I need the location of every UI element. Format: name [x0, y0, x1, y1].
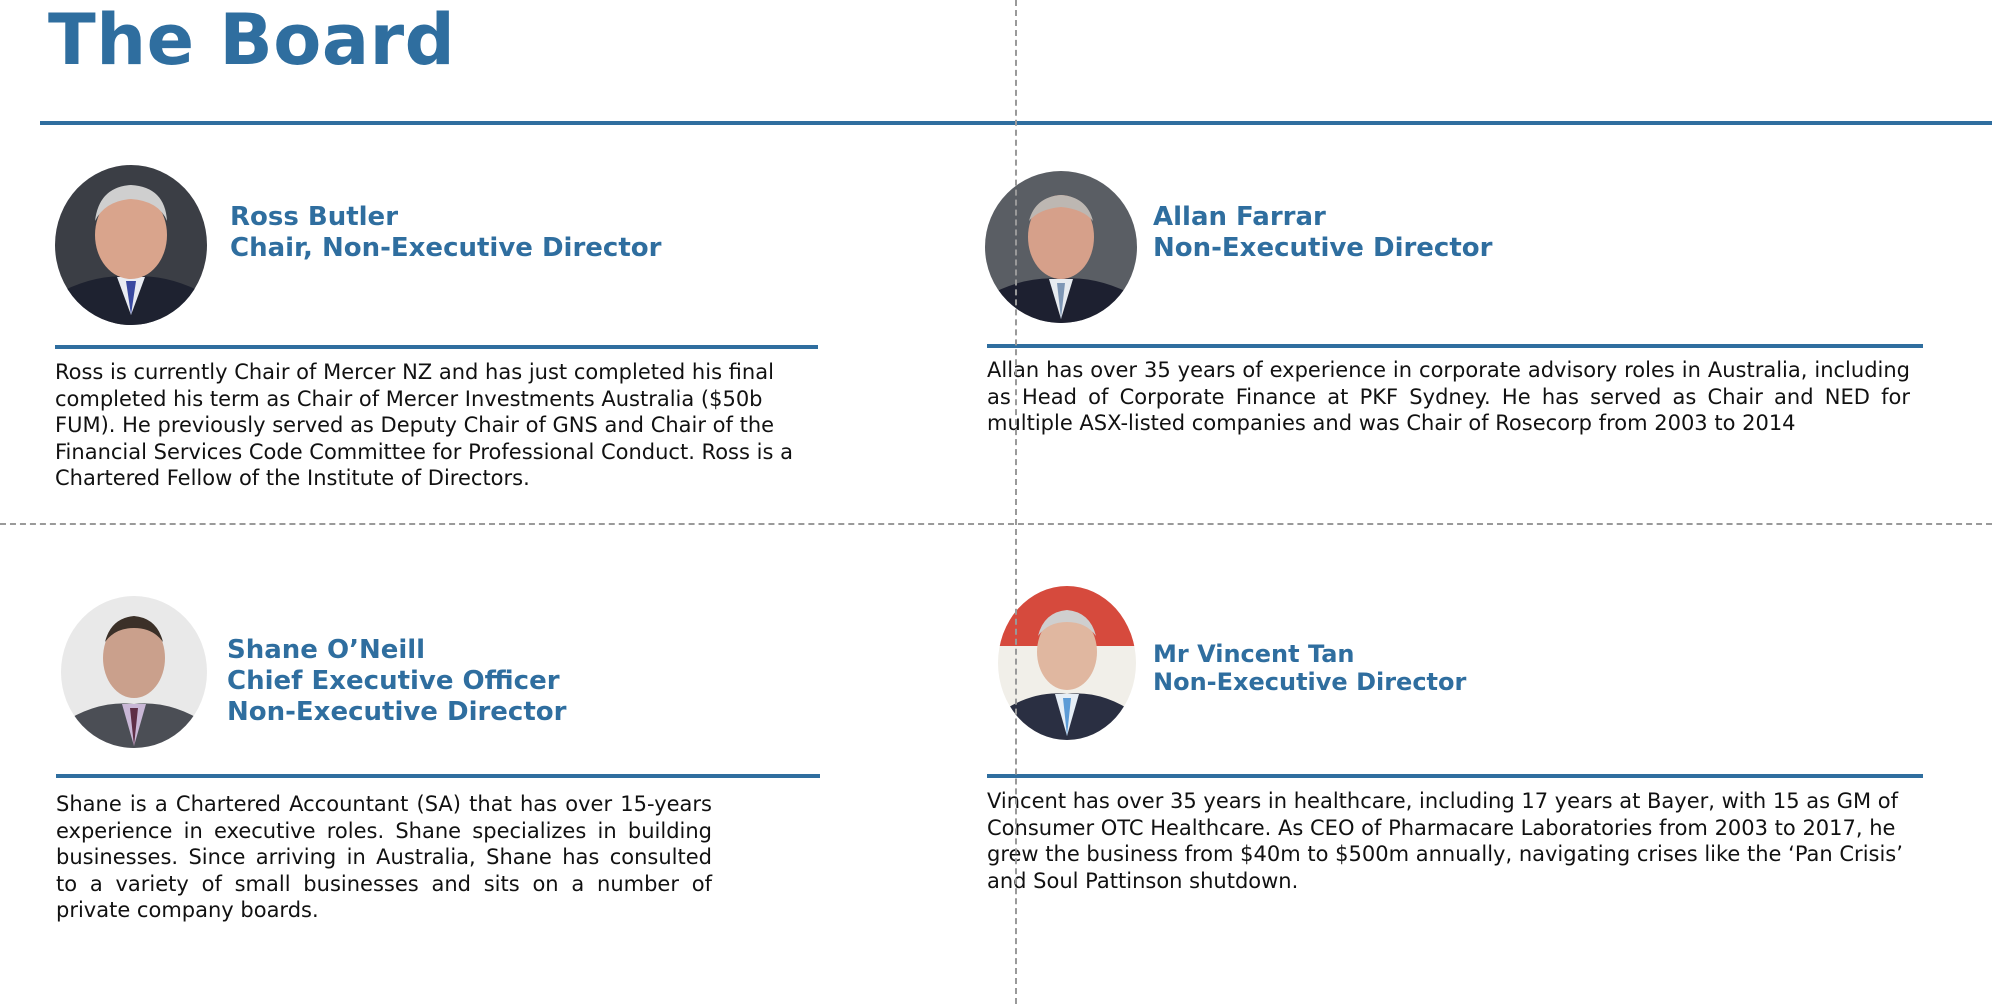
member-name: Mr Vincent Tan [1153, 640, 1355, 668]
member-heading [1153, 202, 1492, 264]
horizontal-guide-line [0, 523, 1992, 525]
member-bio: Allan has over 35 years of experience in corporate advisory roles in Australia, including as Head of Corporate Finance at PKF Sydney. He has served as Chair and NED for multiple ASX-listed companies and was Chair of Rosecorp from 2003 to 2014 [987, 358, 1910, 435]
member-divider [55, 345, 818, 349]
member-role: Chair, Non-Executive Director [230, 233, 662, 263]
page-title: The Board [48, 0, 456, 81]
member-heading [230, 202, 661, 264]
vertical-guide-line [1015, 0, 1017, 1004]
member-role: Non-Executive Director [1153, 233, 1493, 263]
member-bio: Ross is currently Chair of Mercer NZ and has just completed his final completed his term as Chair of Mercer Investments Australia ($50b FUM). He previously served as Deputy Chair of GNS and Chair of the Financial Services Code Committee for Professional Conduct. Ross is a Chartered Fellow of the Institute of Directors. [55, 360, 793, 490]
member-role: Non-Executive Director [1153, 668, 1467, 696]
avatar-shane-oneill [61, 596, 207, 748]
member-bio: Vincent has over 35 years in healthcare, including 17 years at Bayer, with 15 as GM of Consumer OTC Healthcare. As CEO of Pharmacare Laboratories from 2003 to 2017, he grew the business from $40m to $500m annually, navigating crises like the ‘Pan Crisis’ and Soul Pattinson shutdown. [987, 789, 1903, 893]
avatar-vincent-tan [998, 586, 1136, 740]
portrait-photo [998, 586, 1136, 740]
avatar-ross-butler [55, 165, 207, 325]
member-name: Ross Butler [230, 202, 399, 232]
portrait-photo [61, 596, 207, 748]
member-role: Non-Executive Director [227, 697, 567, 727]
member-bio: Shane is a Chartered Accountant (SA) that has over 15-years experience in executive roles. Shane specializes in building businesses. Since arriving in Australia, Shane has consulted to a variety of small businesses and sits on a number of private company boards. [56, 792, 712, 922]
member-role: Chief Executive Officer [227, 666, 560, 696]
member-name: Allan Farrar [1153, 202, 1326, 232]
portrait-photo [985, 171, 1137, 323]
member-heading [1153, 640, 1466, 696]
member-divider [987, 774, 1923, 778]
member-heading [227, 635, 566, 728]
avatar-allan-farrar [985, 171, 1137, 323]
member-divider [987, 344, 1923, 348]
portrait-photo [55, 165, 207, 325]
member-divider [56, 774, 820, 778]
member-name: Shane O’Neill [227, 635, 426, 665]
